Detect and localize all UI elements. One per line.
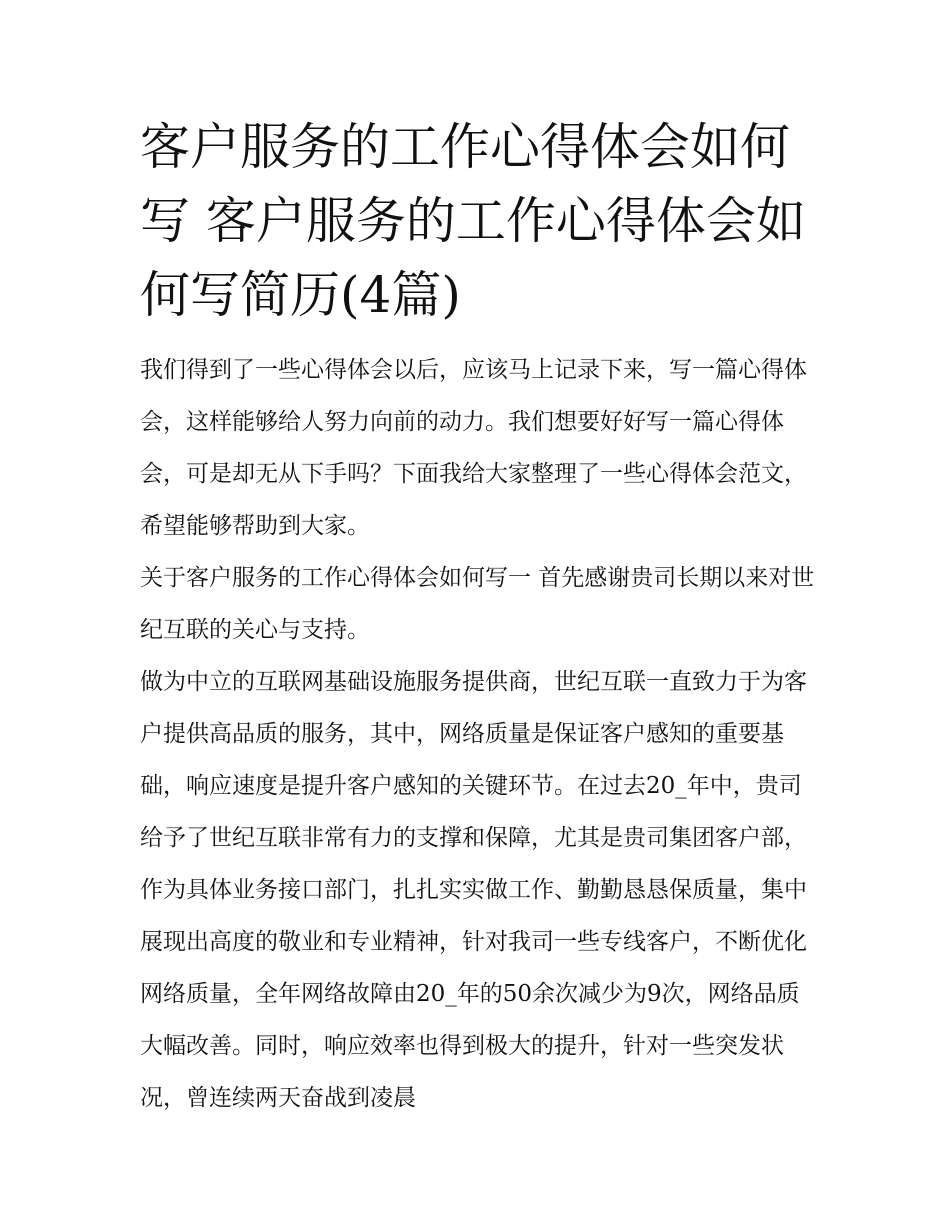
document-title: 客户服务的工作心得体会如何写 客户服务的工作心得体会如何写简历(4篇) <box>140 118 806 324</box>
intro-paragraph: 我们得到了一些心得体会以后，应该马上记录下来，写一篇心得体会，这样能够给人努力向前的动力。我们想要好好写一篇心得体会，可是却无从下手吗？下面我给大家整理了一些心得体会范文，希望能够帮助到大家。 <box>140 357 807 539</box>
body-paragraph-thanks: 关于客户服务的工作心得体会如何写一 首先感谢贵司长期以来对世纪互联的关心与支持。 <box>140 565 815 643</box>
document-page <box>140 110 820 1124</box>
body-paragraph-main: 做为中立的互联网基础设施服务提供商，世纪互联一直致力于为客户提供高品质的服务，其中，网络质量是保证客户感知的重要基础，响应速度是提升客户感知的关键环节。在过去20_年中，贵司给予了世纪互联非常有力的支撑和保障，尤其是贵司集团客户部，作为具体业务接口部门，扎扎实实做工作、勤勤恳恳保质量，集中展现出高度的敬业和专业精神，针对我司一些专线客户，不断优化网络质量，全年网络故障由20_年的50余次减少为9次，网络品质大幅改善。同时，响应效率也得到极大的提升，针对一些突发状况，曾连续两天奋战到凌晨 <box>140 669 807 1111</box>
